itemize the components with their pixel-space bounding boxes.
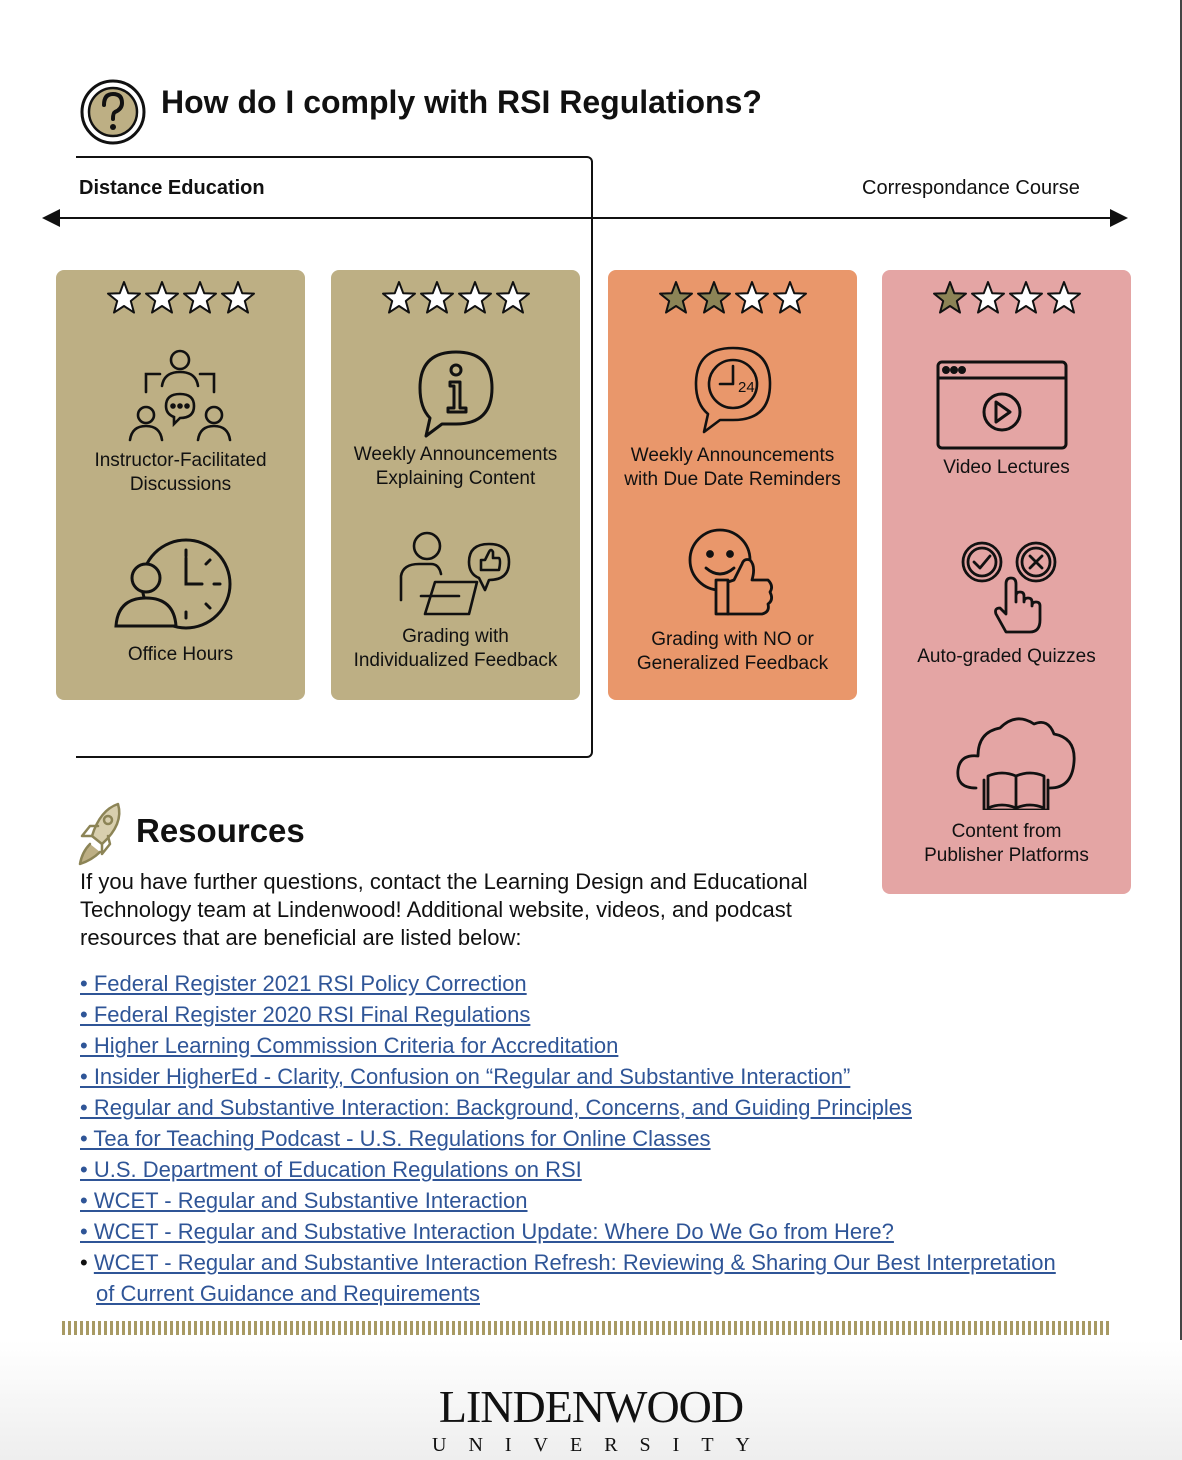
star-empty-icon — [419, 280, 455, 316]
link-federal-register-2021[interactable]: • Federal Register 2021 RSI Policy Correction — [80, 971, 527, 996]
star-empty-icon — [457, 280, 493, 316]
star-empty-icon — [772, 280, 808, 316]
rsi-card-2 — [331, 270, 580, 700]
star-empty-icon — [144, 280, 180, 316]
link-hlc-criteria[interactable]: • Higher Learning Commission Criteria for Accreditation — [80, 1033, 619, 1058]
link-tea-for-teaching[interactable]: • Tea for Teaching Podcast - U.S. Regulations for Online Classes — [80, 1126, 711, 1151]
resource-links — [80, 968, 1120, 1309]
item-label: Weekly Announcements with Due Date Reminders — [624, 445, 841, 490]
item-label: Instructor-Facilitated Discussions — [94, 450, 267, 495]
item-label: Grading with NO or Generalized Feedback — [636, 629, 829, 674]
star-empty-icon — [106, 280, 142, 316]
resource-link-item — [80, 1154, 1120, 1185]
star-empty-icon — [381, 280, 417, 316]
item-label: Weekly Announcements Explaining Content — [353, 444, 558, 489]
rsi-card-1 — [56, 270, 305, 700]
item-label: Auto-graded Quizzes — [917, 646, 1096, 667]
resources-intro: If you have further questions, contact the Learning Design and Educational Technology team at Lindenwood! Additional website, videos, and podcast resources that are beneficial are listed below: — [80, 869, 808, 950]
person-clock-icon — [114, 538, 234, 636]
rsi-card-3 — [608, 270, 857, 700]
resource-link-item — [80, 1030, 1120, 1061]
star-rating — [56, 280, 305, 321]
star-rating — [608, 280, 857, 321]
divider — [62, 1321, 1111, 1335]
question-icon — [80, 79, 146, 145]
link-wcet-rsi-refresh[interactable]: WCET - Regular and Substantive Interaction Refresh: Reviewing & Sharing Our Best Interpretation — [93, 1250, 1056, 1275]
link-rsi-background[interactable]: • Regular and Substantive Interaction: Background, Concerns, and Guiding Principles — [80, 1095, 912, 1120]
resource-link-item: • WCET - Regular and Substantive Interaction Refresh: Reviewing & Sharing Our Best Interpretation — [80, 1250, 1056, 1275]
group-discussion-icon — [126, 348, 236, 446]
info-bubble-icon — [416, 348, 496, 438]
link-insider-highered[interactable]: • Insider HigherEd - Clarity, Confusion on “Regular and Substantive Interaction” — [80, 1064, 851, 1089]
correspondence-course-label: Correspondance Course — [862, 177, 1080, 199]
star-empty-icon — [495, 280, 531, 316]
cloud-book-icon — [954, 710, 1078, 810]
star-rating — [882, 280, 1131, 321]
star-empty-icon — [734, 280, 770, 316]
star-empty-icon — [220, 280, 256, 316]
star-empty-icon — [970, 280, 1006, 316]
lindenwood-logo: LINDENWOOD — [438, 1381, 744, 1432]
star-filled-icon — [696, 280, 732, 316]
resource-link-item — [80, 968, 1120, 999]
resource-link-item — [80, 1123, 1120, 1154]
spectrum-arrow — [42, 206, 1128, 230]
link-federal-register-2020[interactable]: • Federal Register 2020 RSI Final Regulations — [80, 1002, 531, 1027]
star-filled-icon — [658, 280, 694, 316]
item-label: Office Hours — [127, 644, 234, 665]
page-title: How do I comply with RSI Regulations? — [161, 84, 762, 120]
svg-text:24: 24 — [738, 379, 755, 396]
distance-education-label: Distance Education — [79, 177, 265, 199]
clock-24-bubble-icon — [692, 344, 774, 434]
item-label: Content from Publisher Platforms — [924, 821, 1089, 866]
resource-link-item — [80, 1061, 1120, 1092]
rsi-card-4 — [882, 270, 1131, 894]
resource-link-item — [80, 1278, 1120, 1309]
resource-link-item — [80, 1092, 1120, 1123]
item-label: Grading with Individualized Feedback — [353, 626, 558, 671]
rocket-icon — [78, 802, 126, 866]
video-player-icon — [936, 360, 1068, 452]
smiley-thumbs-up-icon — [686, 526, 778, 618]
university-wordmark: UNIVERSITY — [432, 1434, 772, 1456]
link-wcet-rsi[interactable]: • WCET - Regular and Substantive Interaction — [80, 1188, 528, 1213]
resources-title: Resources — [136, 812, 305, 849]
star-rating — [331, 280, 580, 321]
star-empty-icon — [1008, 280, 1044, 316]
resource-link-item — [80, 1216, 1120, 1247]
link-wcet-rsi-update[interactable]: • WCET - Regular and Substative Interaction Update: Where Do We Go from Here? — [80, 1219, 894, 1244]
person-laptop-thumbs-up-icon — [397, 530, 513, 622]
resource-link-item — [80, 1185, 1120, 1216]
resource-link-item — [80, 999, 1120, 1030]
item-label: Video Lectures — [943, 457, 1070, 478]
star-filled-icon — [932, 280, 968, 316]
star-empty-icon — [1046, 280, 1082, 316]
link-wcet-rsi-refresh-continued[interactable]: of Current Guidance and Requirements — [96, 1281, 480, 1306]
link-us-dept-education[interactable]: • U.S. Department of Education Regulations on RSI — [80, 1157, 582, 1182]
check-x-pointer-icon — [960, 540, 1058, 638]
star-empty-icon — [182, 280, 218, 316]
